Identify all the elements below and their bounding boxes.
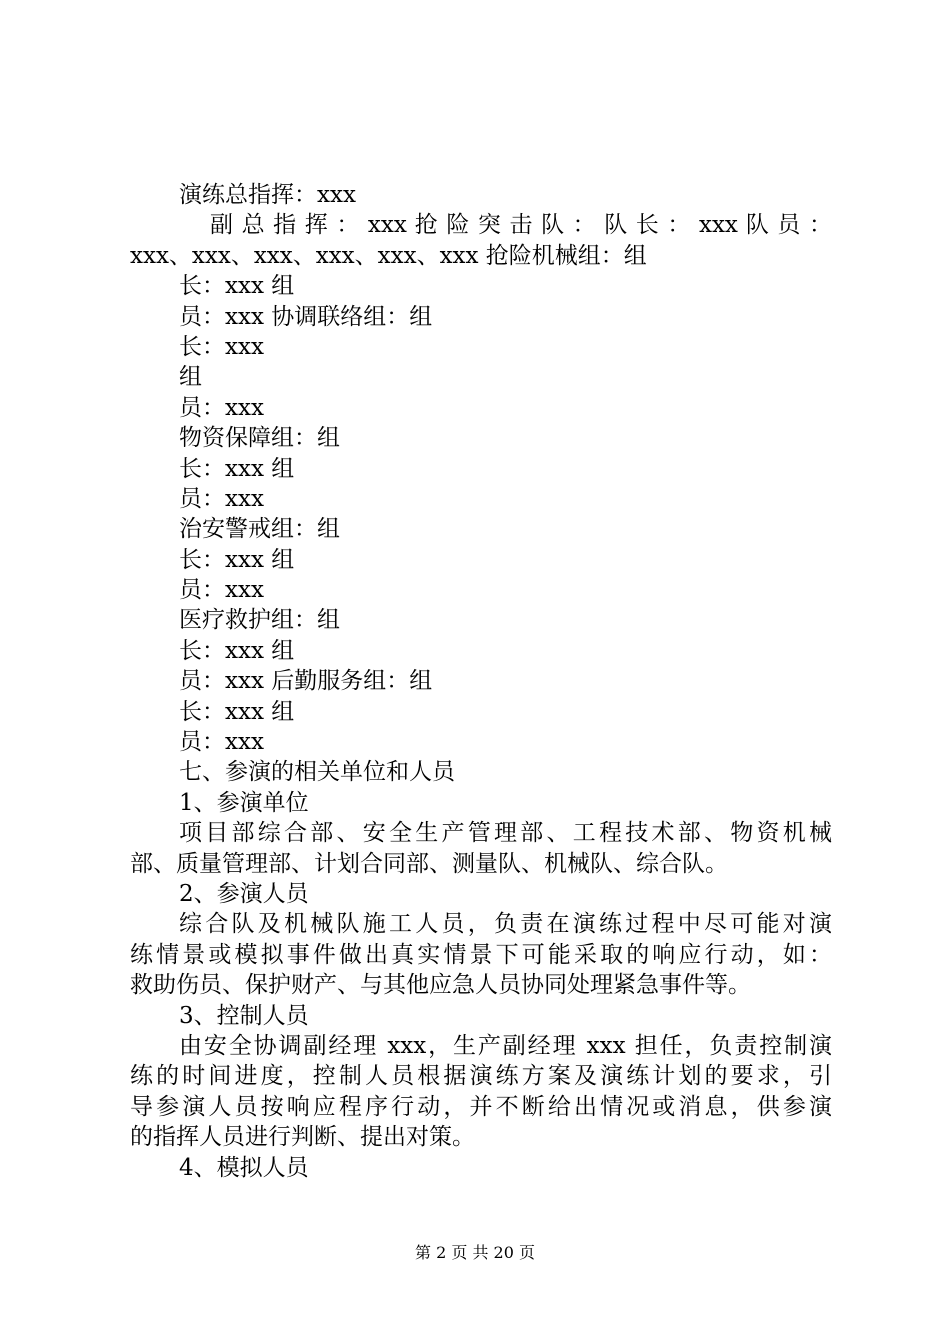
text-line: 演练总指挥：xxx xyxy=(179,182,356,208)
text-line: 员：xxx xyxy=(179,394,264,421)
text-line: 员：xxx xyxy=(179,485,264,512)
text-line: 物资保障组：组 xyxy=(179,425,340,452)
subsection-heading: 2、参演人员 xyxy=(179,880,309,907)
text-line: 长：xxx 组 xyxy=(179,698,295,725)
text-line: 副 总 指 挥 ： xxx 抢 险 突 击 队 ： 队 长 ： xxx 队 员 ： xyxy=(210,212,832,239)
paragraph-line: 由安全协调副经理 xxx，生产副经理 xxx 担任，负责控制演 xyxy=(179,1032,832,1059)
paragraph-line: 练的时间进度，控制人员根据演练方案及演练计划的要求，引 xyxy=(130,1063,832,1090)
subsection-heading: 1、参演单位 xyxy=(179,789,309,816)
subsection-heading: 4、模拟人员 xyxy=(179,1154,309,1181)
section-heading: 七、参演的相关单位和人员 xyxy=(179,759,455,786)
paragraph-line: 综合队及机械队施工人员，负责在演练过程中尽可能对演 xyxy=(179,911,832,938)
paragraph-line: 的指挥人员进行判断、提出对策。 xyxy=(130,1124,475,1151)
text-line: 长：xxx 组 xyxy=(179,546,295,573)
paragraph-line: 部、质量管理部、计划合同部、测量队、机械队、综合队。 xyxy=(130,850,728,877)
paragraph-line: 救助伤员、保护财产、与其他应急人员协同处理紧急事件等。 xyxy=(130,972,751,999)
text-line: 组 xyxy=(179,364,202,391)
text-line: 治安警戒组：组 xyxy=(179,516,340,543)
paragraph-line: 导参演人员按响应程序行动，并不断给出情况或消息，供参演 xyxy=(130,1093,832,1120)
document-body xyxy=(130,180,832,1183)
text-line: 员：xxx 后勤服务组：组 xyxy=(179,668,433,695)
text-line: 长：xxx xyxy=(179,333,264,360)
text-line: 长：xxx 组 xyxy=(179,273,295,300)
text-line: 员：xxx 协调联络组：组 xyxy=(179,303,433,330)
text-line: 员：xxx xyxy=(179,577,264,604)
text-line: 长：xxx 组 xyxy=(179,637,295,664)
paragraph-line: 练情景或模拟事件做出真实情景下可能采取的响应行动，如： xyxy=(130,941,832,968)
page-number-footer: 第 2 页 共 20 页 xyxy=(415,1243,535,1262)
text-line: xxx、xxx、xxx、xxx、xxx、xxx 抢险机械组：组 xyxy=(130,242,647,269)
text-line: 长：xxx 组 xyxy=(179,455,295,482)
text-line: 员：xxx xyxy=(179,729,264,756)
paragraph-line: 项目部综合部、安全生产管理部、工程技术部、物资机械 xyxy=(179,820,832,847)
subsection-heading: 3、控制人员 xyxy=(179,1002,309,1029)
text-line: 医疗救护组：组 xyxy=(179,607,340,634)
